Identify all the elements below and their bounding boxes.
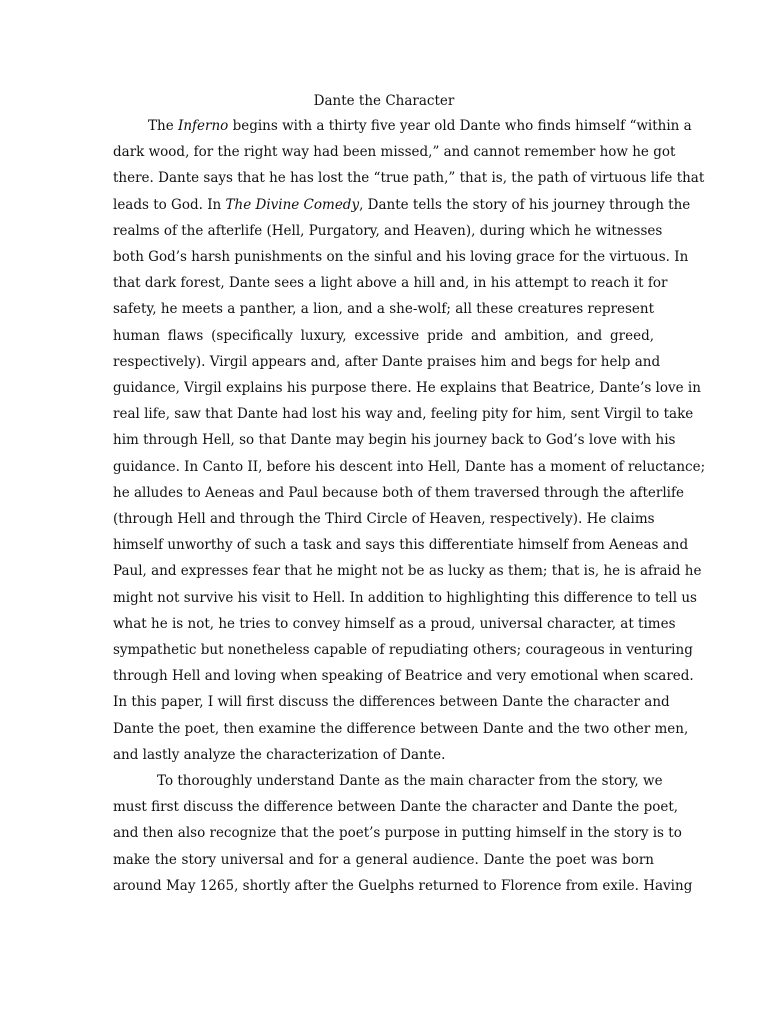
text-line — [113, 431, 676, 449]
text-line — [113, 300, 654, 318]
text-line — [113, 143, 676, 161]
line-text: In this paper, I will first discuss the differences between Dante the character and — [113, 694, 670, 711]
text-line — [113, 327, 654, 345]
document-title: Dante the Character — [313, 93, 455, 109]
text-line — [113, 510, 654, 528]
text-line — [113, 746, 654, 764]
text-line — [113, 196, 691, 214]
text-line — [113, 693, 670, 711]
line-text: The — [148, 118, 178, 134]
line-text: must first discuss the difference between Dante the character and Dante the poet, — [113, 799, 679, 816]
line-text: human flaws (specifically luxury, excessive pride and ambition, and greed, — [113, 327, 654, 344]
line-text: real life, saw that Dante had lost his way and, feeling pity for him, sent Virgil to take — [113, 406, 694, 423]
italic-title-text: Inferno — [177, 118, 229, 134]
text-line — [113, 222, 663, 240]
text-line — [113, 379, 701, 397]
text-line — [113, 536, 689, 554]
line-text: sympathetic but nonetheless capable of repudiating others; courageous in venturing — [113, 642, 693, 658]
line-text: Dante the poet, then examine the difference between Dante and the two other men, — [113, 720, 689, 737]
line-text: and lastly analyze the characterization of Dante. — [113, 746, 446, 763]
line-text: he alludes to Aeneas and Paul because both of them traversed through the afterlife — [113, 484, 684, 501]
text-line — [113, 720, 689, 738]
text-line — [113, 274, 668, 292]
line-text: realms of the afterlife (Hell, Purgatory, and Heaven), during which he witnesses — [113, 222, 663, 239]
line-text: that dark forest, Dante sees a light above a hill and, in his attempt to reach it for — [113, 275, 668, 292]
line-text: and then also recognize that the poet’s purpose in putting himself in the story is to — [113, 825, 682, 842]
line-text: around May 1265, shortly after the Guelphs returned to Florence from exile. Having — [113, 877, 693, 894]
text-line — [113, 405, 694, 423]
text-line — [113, 824, 682, 842]
line-text: Paul, and expresses fear that he might not be as lucky as them; that is, he is afraid he — [113, 563, 702, 580]
line-text: himself unworthy of such a task and says this differentiate himself from Aeneas and — [113, 537, 689, 554]
text-line — [113, 458, 706, 476]
italic-title-text: The Divine Comedy — [225, 196, 360, 213]
text-line — [113, 484, 684, 502]
line-text: make the story universal and for a general audience. Dante the poet was born — [113, 851, 654, 868]
text-line — [113, 169, 705, 187]
line-text: there. Dante says that he has lost the “true path,” that is, the path of virtuous life that — [113, 170, 705, 187]
line-text: him through Hell, so that Dante may begin his journey back to God’s love with his — [113, 432, 676, 449]
line-text: what he is not, he tries to convey himself as a proud, universal character, at times — [113, 615, 676, 632]
text-line — [113, 562, 702, 580]
text-line — [113, 798, 679, 816]
line-text: both God’s harsh punishments on the sinful and his loving grace for the virtuous. In — [113, 249, 689, 265]
text-line — [113, 877, 693, 895]
line-text: , Dante tells the story of his journey through the — [359, 196, 691, 213]
line-text: guidance, Virgil explains his purpose there. He explains that Beatrice, Dante’s love in — [113, 380, 701, 396]
line-text: through Hell and loving when speaking of Beatrice and very emotional when scared. — [113, 668, 694, 685]
text-line — [113, 353, 661, 371]
line-text: (through Hell and through the Third Circle of Heaven, respectively). He claims — [113, 511, 655, 527]
line-text: safety, he meets a panther, a lion, and a she-wolf; all these creatures represent — [113, 301, 654, 318]
text-line — [113, 615, 676, 633]
text-line — [148, 117, 692, 135]
line-text: respectively). Virgil appears and, after Dante praises him and begs for help and — [113, 353, 661, 370]
line-text: might not survive his visit to Hell. In addition to highlighting this difference to tell us — [113, 589, 697, 606]
line-text: leads to God. In — [113, 196, 226, 213]
line-text: begins with a thirty five year old Dante who finds himself “within a — [228, 118, 692, 134]
text-line — [113, 248, 689, 266]
line-text: dark wood, for the right way had been missed,” and cannot remember how he got — [113, 144, 676, 161]
text-line — [113, 667, 694, 685]
text-line — [113, 851, 654, 869]
text-line — [113, 641, 693, 659]
line-text: guidance. In Canto II, before his descent into Hell, Dante has a moment of reluctance; — [113, 458, 706, 475]
text-line — [157, 772, 663, 790]
text-line — [113, 589, 697, 607]
line-text: To thoroughly understand Dante as the main character from the story, we — [157, 773, 663, 789]
